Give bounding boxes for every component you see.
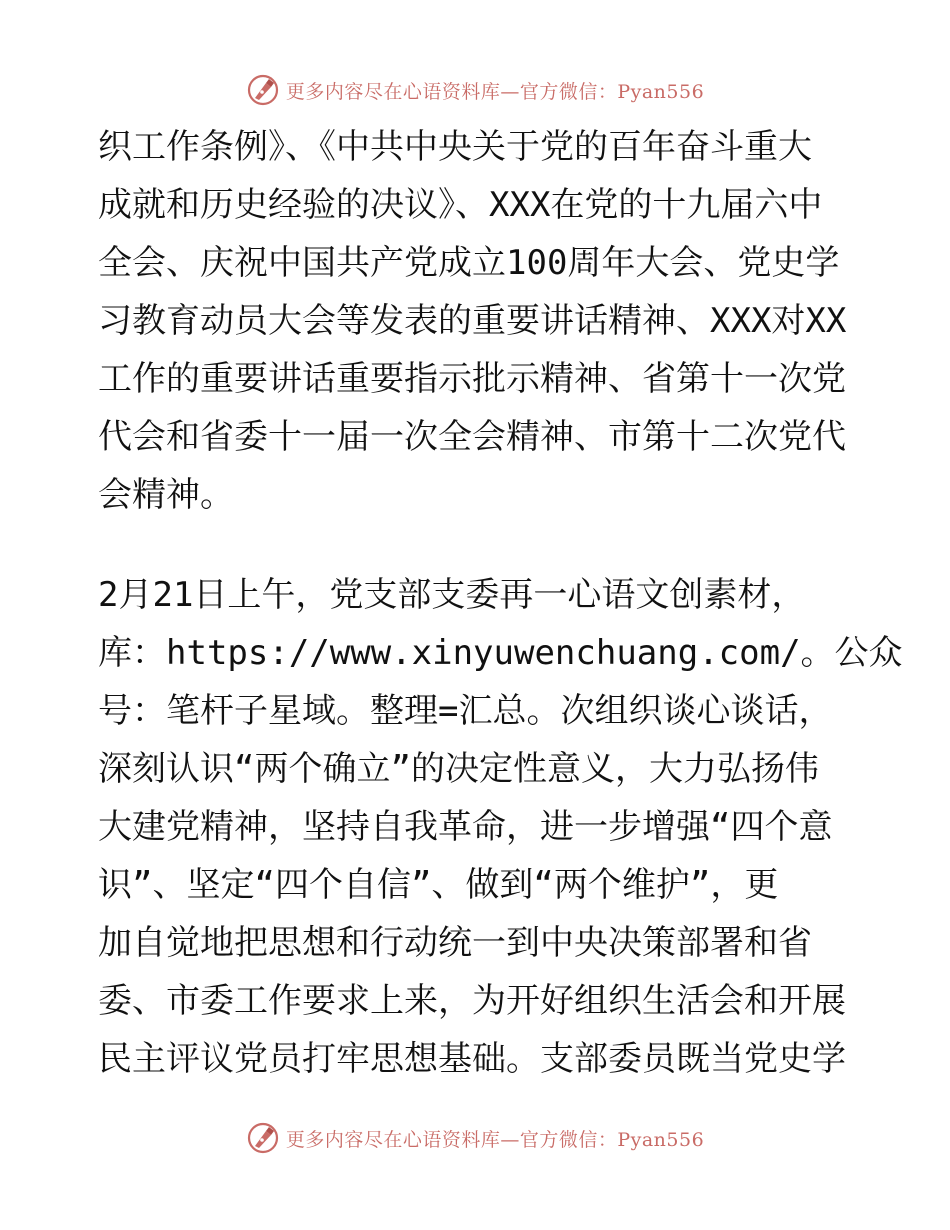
text-line: 民主评议党员打牢思想基础。支部委员既当党史学 — [98, 1039, 846, 1079]
document-body — [98, 118, 903, 1088]
text-line: 识”、坚定“四个自信”、做到“两个维护”，更 — [98, 865, 779, 905]
text-line: 大建党精神，坚持自我革命，进一步增强“四个意 — [98, 807, 833, 847]
footer-watermark-banner — [0, 1118, 950, 1158]
text-line: 代会和省委十一届一次全会精神、市第十二次党代 — [98, 417, 846, 457]
banner-text: 更多内容尽在心语资料库—官方微信：Pyan556 — [285, 80, 705, 103]
text-line: 织工作条例》、《中共中央关于党的百年奋斗重大 — [98, 127, 812, 167]
pen-nib-icon — [246, 1121, 280, 1155]
text-line: 号：笔杆子星域。整理=汇总。次组织谈心谈话， — [98, 691, 833, 731]
text-line: 全会、庆祝中国共产党成立100周年大会、党史学 — [98, 243, 840, 283]
banner-text: 更多内容尽在心语资料库—官方微信：Pyan556 — [285, 1128, 705, 1151]
text-line: 工作的重要讲话重要指示批示精神、省第十一次党 — [98, 359, 846, 399]
text-line: 会精神。 — [98, 475, 234, 515]
header-watermark-banner — [0, 70, 950, 110]
text-line: 2月21日上午，党支部支委再一心语文创素材， — [98, 575, 806, 615]
text-line: 成就和历史经验的决议》、XXX在党的十九届六中 — [98, 185, 823, 225]
paragraph-spacer — [98, 524, 858, 566]
pen-nib-icon — [246, 73, 280, 107]
text-line: 库：https://www.xinyuwenchuang.com/。公众 — [98, 633, 903, 673]
text-line: 习教育动员大会等发表的重要讲话精神、XXX对XX — [98, 301, 847, 341]
text-line: 加自觉地把思想和行动统一到中央决策部署和省 — [98, 923, 812, 963]
text-line: 委、市委工作要求上来，为开好组织生活会和开展 — [98, 981, 846, 1021]
text-line: 深刻认识“两个确立”的决定性意义，大力弘扬伟 — [98, 749, 819, 789]
